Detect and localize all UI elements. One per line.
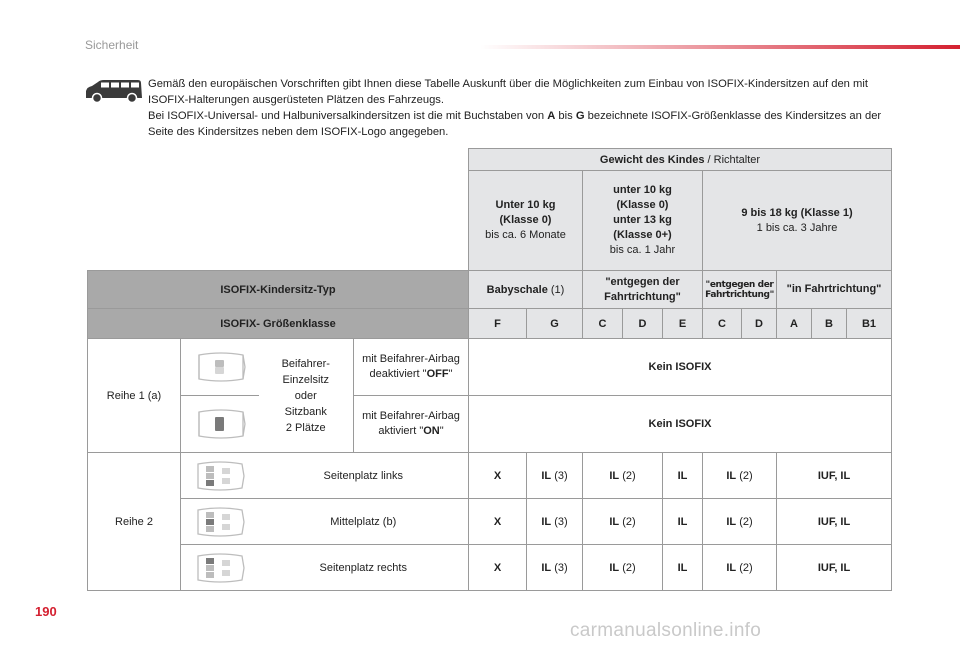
cell-value: IL (2)	[703, 453, 777, 499]
seat-diagram-icon	[194, 552, 246, 584]
size-class: E	[663, 309, 703, 339]
type-rear-facing-small: "entgegen der Fahrtrichtung"	[703, 271, 777, 309]
cell-value: IL (2)	[583, 499, 663, 545]
seat-diagram-icon	[195, 408, 247, 440]
size-class: C	[703, 309, 742, 339]
row2-seat-icon	[181, 453, 259, 499]
row1-label: Reihe 1 (a)	[88, 339, 181, 453]
weight-group-0: Unter 10 kg (Klasse 0) bis ca. 6 Monate	[469, 171, 583, 271]
row2-position-name: Seitenplatz rechts	[259, 545, 469, 591]
type-babyschale: Babyschale (1)	[469, 271, 583, 309]
seat-diagram-icon	[195, 351, 247, 383]
intro-text	[148, 76, 898, 140]
size-class: G	[527, 309, 583, 339]
size-class: F	[469, 309, 527, 339]
weight-group-1: unter 10 kg (Klasse 0) unter 13 kg (Klasse 0+) bis ca. 1 Jahr	[583, 171, 703, 271]
type-rear-facing: "entgegen der Fahrtrichtung"	[583, 271, 703, 309]
seat-diagram-icon	[194, 506, 246, 538]
row2-seat-icon	[181, 499, 259, 545]
cell-value: X	[469, 499, 527, 545]
cell-value: IUF, IL	[777, 453, 892, 499]
row1-seat-icon-off	[181, 339, 259, 396]
cell-value: X	[469, 545, 527, 591]
type-forward-facing: "in Fahrtrichtung"	[777, 271, 892, 309]
size-class: D	[623, 309, 663, 339]
cell-value: IL (2)	[583, 453, 663, 499]
cell-value: IL (3)	[527, 453, 583, 499]
airbag-off-condition: mit Beifahrer-Airbag deaktiviert "OFF"	[354, 339, 469, 396]
row2-label: Reihe 2	[88, 453, 181, 591]
size-class: B1	[847, 309, 892, 339]
cell-value: IUF, IL	[777, 545, 892, 591]
airbag-on-condition: mit Beifahrer-Airbag aktiviert "ON"	[354, 396, 469, 453]
isofix-type-label: ISOFIX-Kindersitz-Typ	[88, 271, 469, 309]
section-title: Sicherheit	[85, 38, 139, 52]
isofix-size-label: ISOFIX- Größenklasse	[88, 309, 469, 339]
accent-line	[480, 45, 960, 49]
size-class: D	[742, 309, 777, 339]
isofix-table	[87, 148, 892, 591]
size-class: B	[812, 309, 847, 339]
row2-seat-icon	[181, 545, 259, 591]
weight-header: Gewicht des Kindes / Richtalter	[469, 149, 892, 171]
size-class: C	[583, 309, 623, 339]
row1-on-kein-isofix: Kein ISOFIX	[469, 396, 892, 453]
cell-value: IL	[663, 545, 703, 591]
intro-paragraph-2: Bei ISOFIX-Universal- und Halbuniversalkindersitzen ist die mit Buchstaben von A bis G bezeichnete ISOFIX-Größenklasse des Kindersitzes an der Seite des Kindersitzes neben dem ISOFIX-Logo angegeben.	[148, 110, 882, 138]
cell-value: X	[469, 453, 527, 499]
cell-value: IL (2)	[583, 545, 663, 591]
cell-value: IL (3)	[527, 499, 583, 545]
row1-seat-description: Beifahrer- Einzelsitz oder Sitzbank 2 Plätze	[259, 339, 354, 453]
cell-value: IL (3)	[527, 545, 583, 591]
row1-off-kein-isofix: Kein ISOFIX	[469, 339, 892, 396]
row2-position-name: Mittelplatz (b)	[259, 499, 469, 545]
cell-value: IUF, IL	[777, 499, 892, 545]
weight-group-2: 9 bis 18 kg (Klasse 1) 1 bis ca. 3 Jahre	[703, 171, 892, 271]
seat-diagram-icon	[194, 460, 246, 492]
cell-value: IL (2)	[703, 499, 777, 545]
cell-value: IL	[663, 499, 703, 545]
size-class: A	[777, 309, 812, 339]
row2-position-name: Seitenplatz links	[259, 453, 469, 499]
van-icon	[84, 78, 144, 104]
cell-value: IL (2)	[703, 545, 777, 591]
intro-paragraph-1: Gemäß den europäischen Vorschriften gibt Ihnen diese Tabelle Auskunft über die Möglichkeiten zum Einbau von ISOFIX-Kindersitzen auf den mit ISOFIX-Halterungen ausgerüsteten Plätzen des Fahrzeugs.	[148, 78, 868, 106]
row1-seat-icon-on	[181, 396, 259, 453]
watermark: carmanualsonline.info	[570, 620, 762, 641]
page-number: 190	[35, 604, 57, 619]
cell-value: IL	[663, 453, 703, 499]
